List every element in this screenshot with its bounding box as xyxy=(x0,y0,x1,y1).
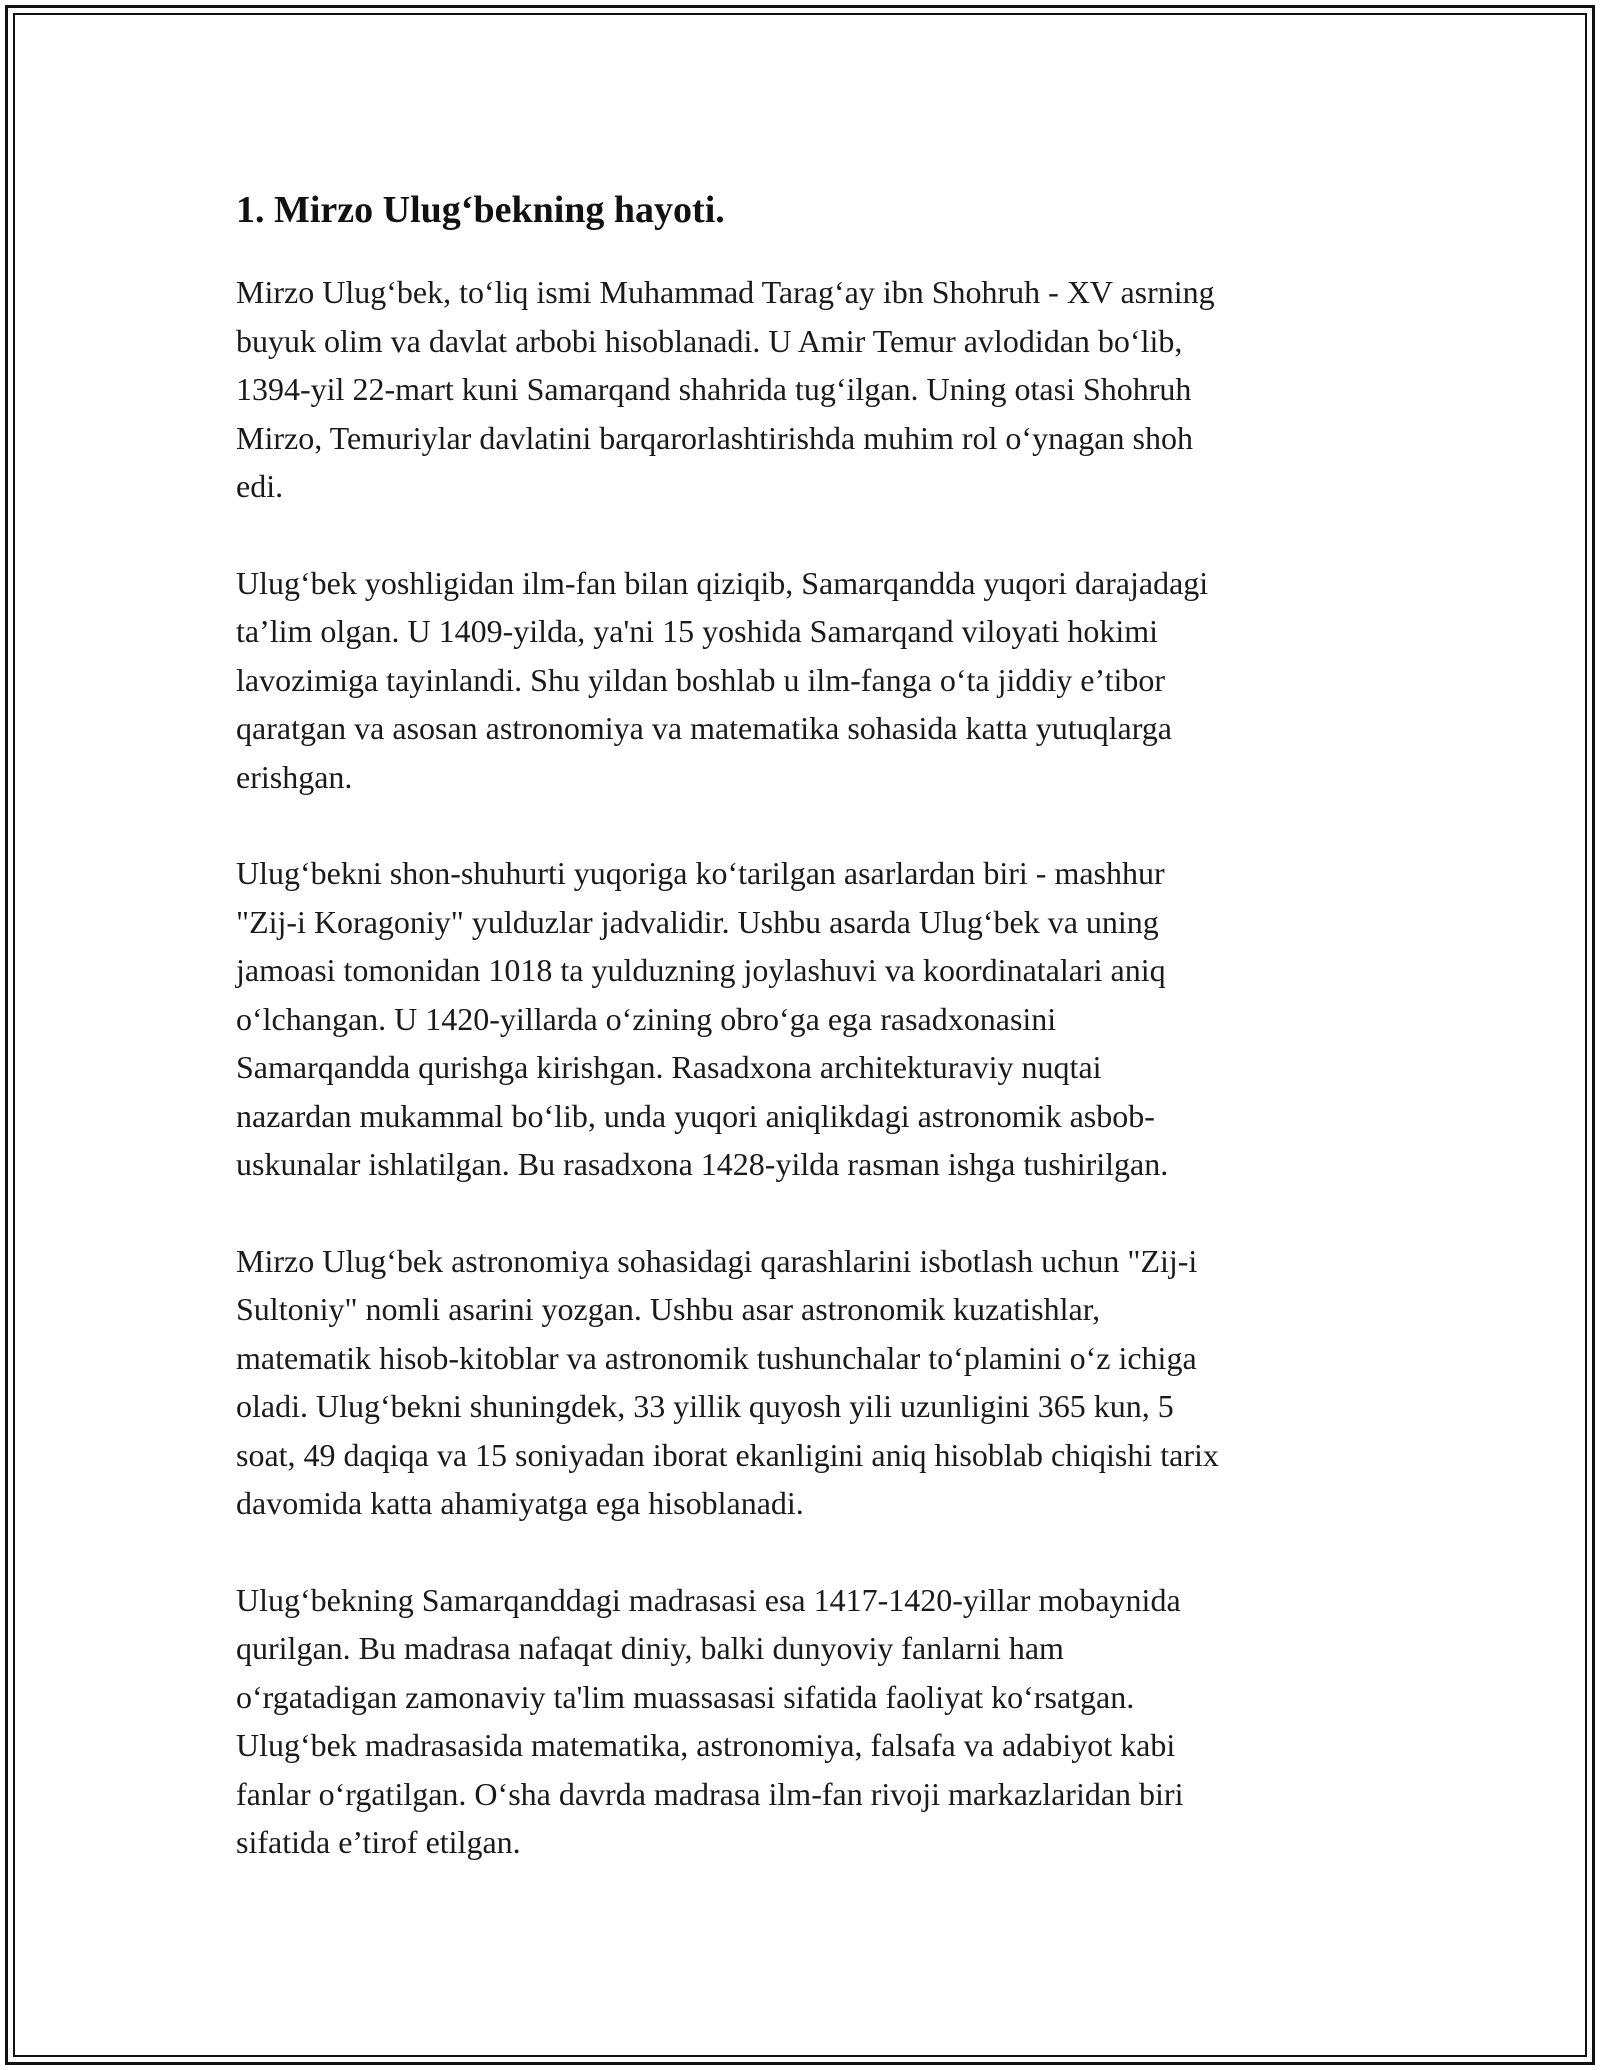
text-line: davomida katta ahamiyatga ega hisoblanadi. xyxy=(236,1485,804,1521)
text-line: qurilgan. Bu madrasa nafaqat diniy, balki dunyoviy fanlarni ham xyxy=(236,1630,1064,1666)
paragraph-4 xyxy=(236,1237,1371,1528)
text-line: jamoasi tomonidan 1018 ta yulduzning joylashuvi va koordinatalari aniq xyxy=(236,952,1166,988)
text-line: o‘rgatadigan zamonaviy ta'lim muassasasi sifatida faoliyat ko‘rsatgan. xyxy=(236,1678,1135,1715)
text-line: buyuk olim va davlat arbobi hisoblanadi. U Amir Temur avlodidan bo‘lib, xyxy=(236,322,1183,359)
text-line: fanlar o‘rgatilgan. O‘sha davrda madrasa ilm-fan rivoji markazlaridan biri xyxy=(236,1775,1184,1812)
text-line: qaratgan va asosan astronomiya va matematika sohasida katta yutuqlarga xyxy=(236,710,1172,746)
paragraph-1 xyxy=(236,268,1371,511)
text-line: Sultoniy" nomli asarini yozgan. Ushbu asar astronomik kuzatishlar, xyxy=(236,1291,1101,1327)
text-line: erishgan. xyxy=(236,758,353,795)
text-line: Mirzo Ulug‘bek, to‘liq ismi Muhammad Tarag‘ay ibn Shohruh - XV asrning xyxy=(236,274,1215,310)
text-line: nazardan mukammal bo‘lib, unda yuqori aniqlikdagi astronomik asbob- xyxy=(236,1097,1155,1134)
document-body xyxy=(236,180,1371,1915)
text-line: Ulug‘bekni shon-shuhurti yuqoriga ko‘tarilgan asarlardan biri - mashhur xyxy=(236,855,1165,891)
text-line: o‘lchangan. U 1420-yillarda o‘zining obro‘ga ega rasadxonasini xyxy=(236,1000,1057,1037)
text-line: edi. xyxy=(236,468,284,504)
text-line: ta’lim olgan. U 1409-yilda, ya'ni 15 yoshida Samarqand viloyati hokimi xyxy=(236,613,1159,649)
text-line: Ulug‘bek yoshligidan ilm-fan bilan qiziqib, Samarqandda yuqori darajadagi xyxy=(236,564,1209,601)
paragraph-2 xyxy=(236,559,1371,802)
text-line: Mirzo Ulug‘bek astronomiya sohasidagi qarashlarini isbotlash uchun "Zij-i xyxy=(236,1242,1198,1279)
text-line: sifatida e’tirof etilgan. xyxy=(236,1824,521,1860)
text-line: oladi. Ulug‘bekni shuningdek, 33 yillik quyosh yili uzunligini 365 kun, 5 xyxy=(236,1388,1174,1424)
text-line: soat, 49 daqiqa va 15 soniyadan iborat ekanligini aniq hisoblab chiqishi tarix xyxy=(236,1436,1219,1473)
text-line: lavozimiga tayinlandi. Shu yildan boshlab u ilm-fanga o‘ta jiddiy e’tibor xyxy=(236,661,1165,698)
text-line: matematik hisob-kitoblar va astronomik tushunchalar to‘plamini o‘z ichiga xyxy=(236,1339,1197,1376)
text-line: "Zij-i Koragoniy" yulduzlar jadvalidir. Ushbu asarda Ulug‘bek va uning xyxy=(236,903,1159,940)
text-line: uskunalar ishlatilgan. Bu rasadxona 1428-yilda rasman ishga tushirilgan. xyxy=(236,1146,1169,1182)
text-line: Mirzo, Temuriylar davlatini barqarorlashtirishda muhim rol o‘ynagan shoh xyxy=(236,419,1193,456)
text-line: Ulug‘bek madrasasida matematika, astronomiya, falsafa va adabiyot kabi xyxy=(236,1727,1176,1763)
text-line: Ulug‘bekning Samarqanddagi madrasasi esa 1417-1420-yillar mobaynida xyxy=(236,1581,1181,1618)
paragraph-5 xyxy=(236,1576,1371,1867)
text-line: 1394-yil 22-mart kuni Samarqand shahrida tug‘ilgan. Uning otasi Shohruh xyxy=(236,371,1192,407)
paragraph-3 xyxy=(236,849,1371,1189)
page-title: 1. Mirzo Ulug‘bekning hayoti. xyxy=(236,189,725,231)
text-line: Samarqandda qurishga kirishgan. Rasadxona architekturaviy nuqtai xyxy=(236,1049,1102,1085)
